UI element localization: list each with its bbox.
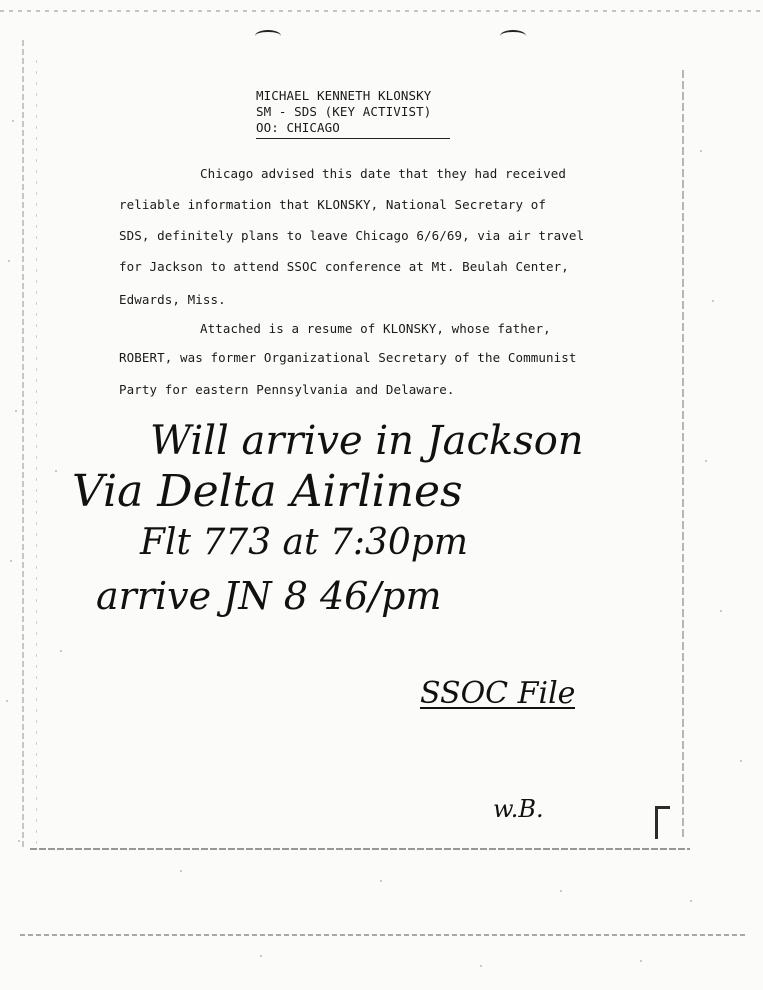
scan-bottom-outer-edge xyxy=(20,934,745,936)
body-line-6: Attached is a resume of KLONSKY, whose father, xyxy=(200,321,551,336)
body-line-4: for Jackson to attend SSOC conference at Mt. Beulah Center, xyxy=(119,259,569,274)
scan-top-edge xyxy=(0,10,763,12)
handwritten-file-note xyxy=(420,676,575,709)
punch-mark-left xyxy=(255,30,281,42)
header-underline xyxy=(256,138,450,139)
handwritten-initials: w.B. xyxy=(493,795,544,823)
handwritten-line-3: Flt 773 at 7:30pm xyxy=(140,522,468,563)
body-line-2: reliable information that KLONSKY, National Secretary of xyxy=(119,197,547,212)
body-line-1: Chicago advised this date that they had received xyxy=(200,166,567,181)
handwritten-line-4: arrive JN 8 46/pm xyxy=(96,574,442,618)
scan-left-inner-edge xyxy=(36,60,37,850)
scan-bottom-edge xyxy=(30,848,690,850)
body-line-8: Party for eastern Pennsylvania and Delaware. xyxy=(119,382,455,397)
punch-mark-right xyxy=(500,30,526,42)
corner-bracket-mark xyxy=(655,806,670,839)
office-of-origin: OO: CHICAGO xyxy=(256,120,340,135)
scan-right-edge xyxy=(682,70,684,840)
case-category: SM - SDS (KEY ACTIVIST) xyxy=(256,104,432,119)
file-note-text: SSOC File xyxy=(420,676,576,711)
caption-header xyxy=(256,88,450,139)
body-line-3: SDS, definitely plans to leave Chicago 6/6/69, via air travel xyxy=(119,228,585,243)
handwritten-line-2: Via Delta Airlines xyxy=(72,466,463,517)
body-line-7: ROBERT, was former Organizational Secretary of the Communist xyxy=(119,350,577,365)
subject-name: MICHAEL KENNETH KLONSKY xyxy=(256,88,432,103)
scan-left-edge xyxy=(22,40,24,850)
handwritten-line-1: Will arrive in Jackson xyxy=(150,418,584,464)
body-line-5: Edwards, Miss. xyxy=(119,292,226,307)
